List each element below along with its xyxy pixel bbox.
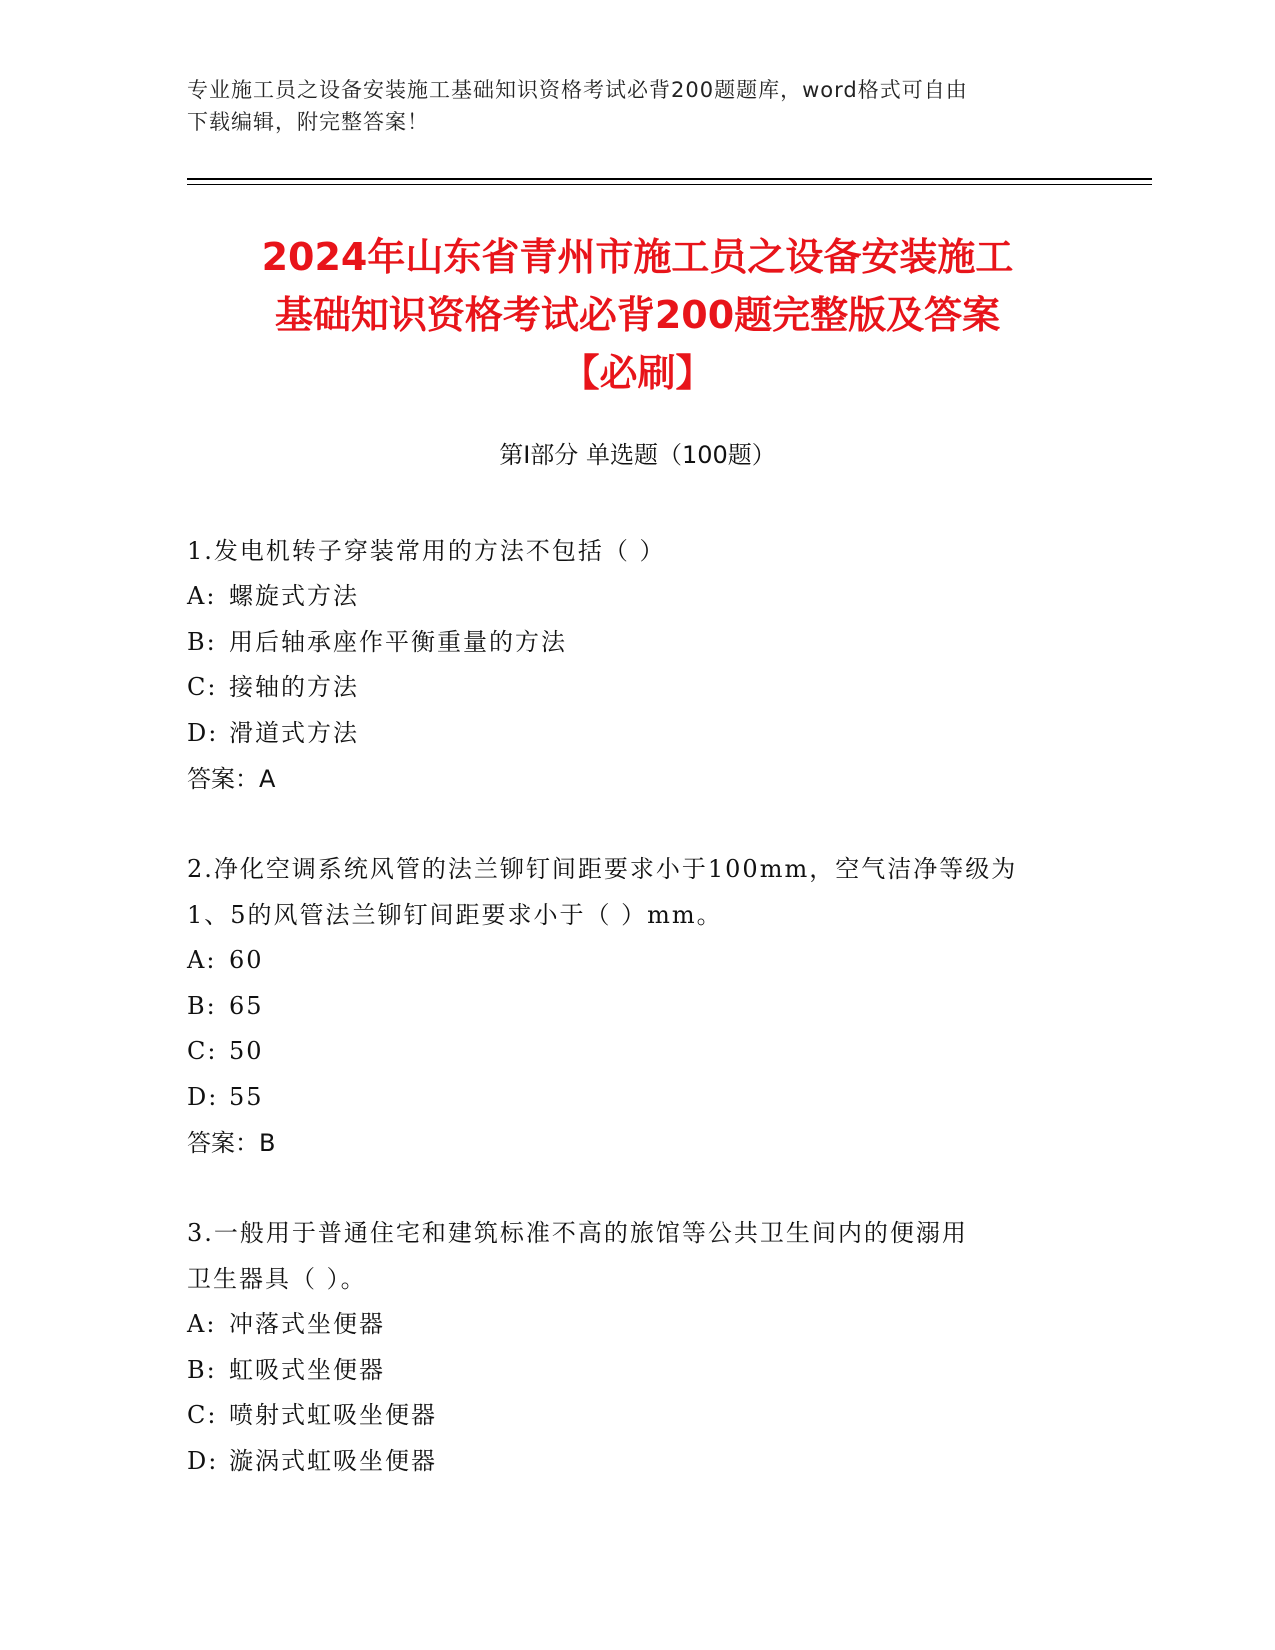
answer-line: 答案：B (187, 1129, 276, 1157)
option-c (187, 665, 1087, 711)
question-2 (187, 846, 1087, 1166)
option-c (187, 1393, 1087, 1439)
option-key: A: (187, 946, 217, 974)
option-text: 滑道式方法 (229, 718, 359, 747)
option-key: B: (187, 991, 217, 1020)
question-stem (187, 846, 1087, 938)
option-key: A: (187, 1310, 217, 1338)
option-key: C: (187, 1401, 218, 1429)
option-text: 55 (229, 1082, 264, 1111)
option-key: B: (187, 1355, 217, 1384)
option-text: 60 (229, 946, 264, 974)
option-d (187, 711, 1087, 757)
option-text: 螺旋式方法 (229, 582, 359, 610)
document-title-line: 基础知识资格考试必背200题完整版及答案 (274, 293, 1001, 337)
document-title (140, 228, 1135, 402)
option-b (187, 984, 1087, 1030)
option-text: 接轴的方法 (229, 673, 359, 701)
answer-line: 答案：A (187, 765, 276, 793)
option-text: 65 (229, 991, 264, 1020)
question-1 (187, 528, 1087, 802)
option-b (187, 620, 1087, 666)
option-key: D: (187, 1082, 219, 1111)
question-stem (187, 1210, 1087, 1302)
option-a (187, 938, 1087, 984)
option-d (187, 1075, 1087, 1121)
option-text: 漩涡式虹吸坐便器 (229, 1446, 437, 1475)
option-text: 喷射式虹吸坐便器 (229, 1401, 437, 1429)
question-stem: 1.发电机转子穿装常用的方法不包括（ ） (187, 537, 666, 565)
option-key: D: (187, 718, 219, 747)
header-note-line: 专业施工员之设备安装施工基础知识资格考试必背200题题库，word格式可自由 (187, 78, 968, 102)
question-stem-line: 2.净化空调系统风管的法兰铆钉间距要求小于100mm，空气洁净等级为 (187, 855, 1018, 883)
section-title: 第I部分 单选题（100题） (499, 441, 776, 469)
header-divider-thin (187, 184, 1152, 185)
header-note-line: 下载编辑，附完整答案！ (187, 110, 429, 134)
header-divider-thick (187, 178, 1152, 180)
question-list (187, 528, 1087, 1528)
header-note (187, 74, 1087, 138)
option-key: C: (187, 1037, 218, 1065)
option-text: 冲落式坐便器 (229, 1310, 385, 1338)
option-c (187, 1029, 1087, 1075)
question-stem-line: 1、5的风管法兰铆钉间距要求小于（ ）mm。 (187, 901, 723, 929)
option-key: C: (187, 673, 218, 701)
document-title-line: 2024年山东省青州市施工员之设备安装施工 (261, 235, 1014, 279)
option-b (187, 1348, 1087, 1394)
question-3 (187, 1210, 1087, 1484)
option-a (187, 574, 1087, 620)
option-key: B: (187, 627, 217, 656)
option-d (187, 1439, 1087, 1485)
question-stem-line: 卫生器具（ ）。 (187, 1265, 367, 1293)
option-text: 用后轴承座作平衡重量的方法 (229, 627, 567, 656)
option-key: A: (187, 582, 217, 610)
document-title-line: 【必刷】 (561, 351, 714, 395)
option-a (187, 1302, 1087, 1348)
option-text: 虹吸式坐便器 (229, 1355, 385, 1384)
option-key: D: (187, 1446, 219, 1475)
option-text: 50 (229, 1037, 264, 1065)
question-stem-line: 3.一般用于普通住宅和建筑标准不高的旅馆等公共卫生间内的便溺用 (187, 1219, 968, 1247)
